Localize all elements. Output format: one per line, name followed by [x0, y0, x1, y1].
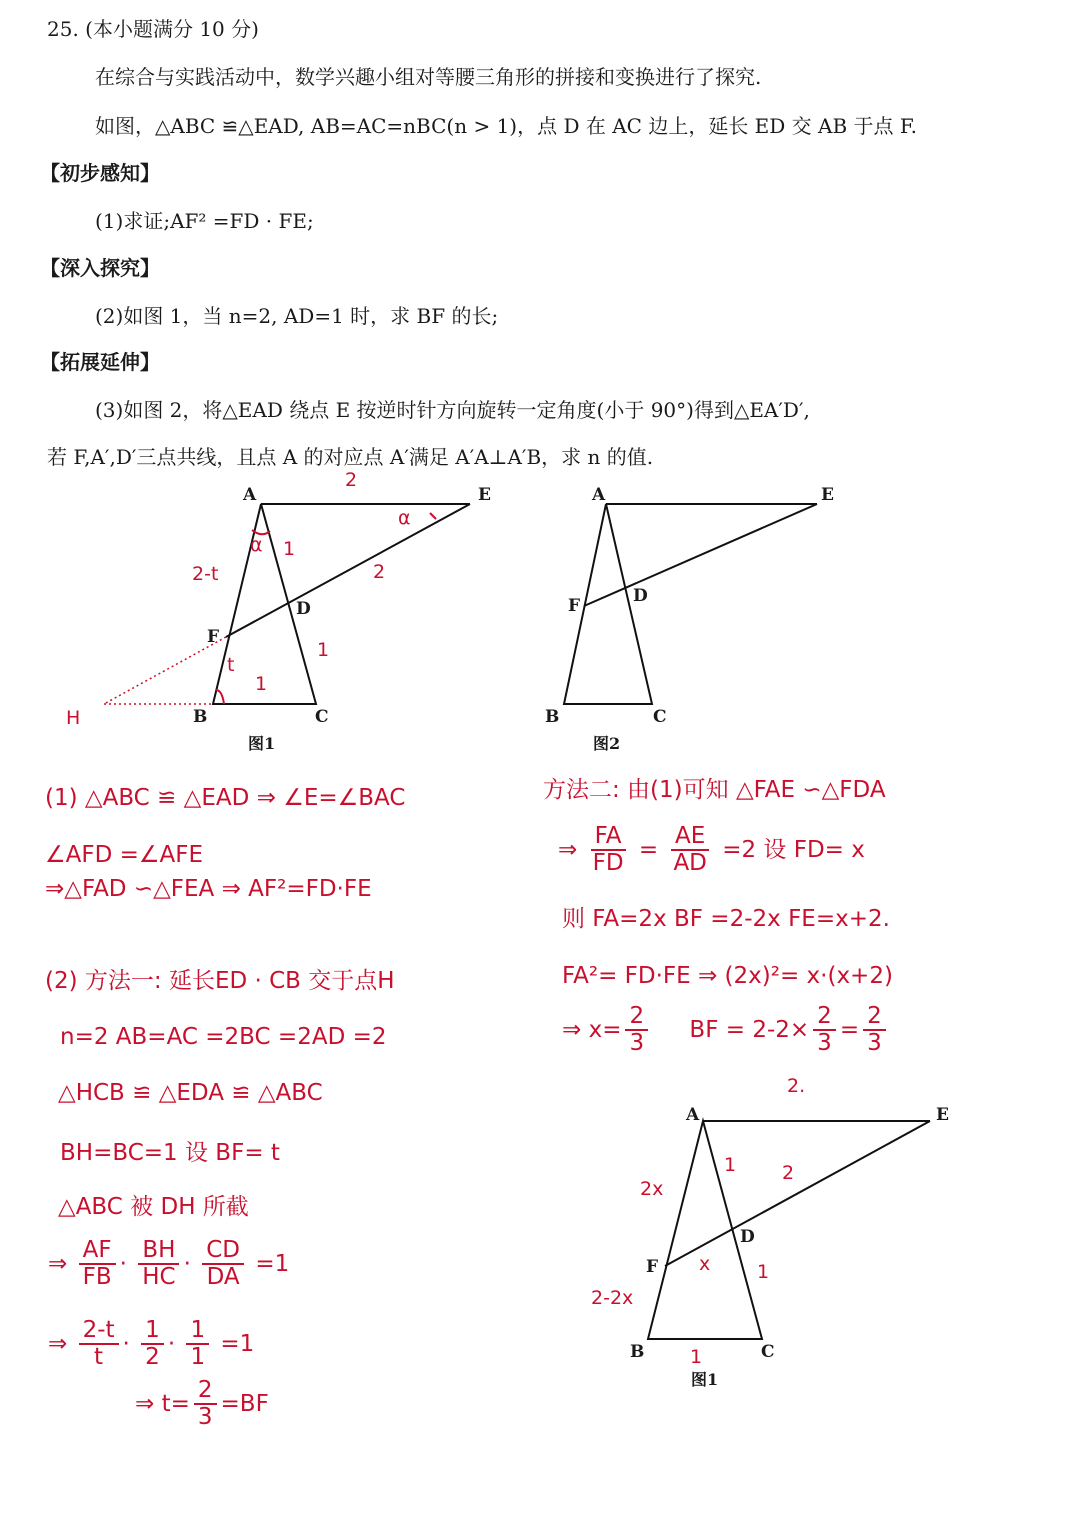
- sol-p2-line-2: n=2 AB=AC =2BC =2AD =2: [60, 1024, 387, 1050]
- menelaus-arrow: ⇒: [48, 1250, 68, 1277]
- menelaus-eq: =1: [255, 1250, 290, 1277]
- sol-p2-line-4: BH=BC=1 设 BF= t: [60, 1140, 280, 1166]
- note-af: 2-t: [192, 563, 219, 585]
- question-2: (2)如图 1，当 n=2, AD=1 时，求 BF 的长;: [95, 304, 499, 328]
- result-line: ⇒ t= $\frac{2}{3}$ =BF: [135, 1377, 269, 1431]
- m2-line-4: FA²= FD·FE ⇒ (2x)²= x·(x+2): [562, 963, 893, 989]
- label-a-3: A: [686, 1105, 700, 1125]
- note3-ad: 1: [724, 1154, 737, 1176]
- m2-line-2: ⇒ $\frac{FA}{FD}$ = $\frac{AE}{AD}$ =2 设 FD= x: [558, 823, 865, 877]
- note-ad: 1: [283, 538, 296, 560]
- label-a: A: [243, 485, 257, 505]
- segment-ef-2: [584, 504, 817, 606]
- note3-fd: x: [699, 1253, 711, 1275]
- fraction-fa-fd: $\frac{FA}{FD}$: [592, 823, 624, 877]
- question-1: (1)求证;AF² =FD · FE;: [95, 209, 314, 233]
- sol-p1-line-3: ⇒△FAD ∽△FEA ⇒ AF²=FD·FE: [45, 876, 372, 902]
- sol-p1-line-2: ∠AFD =∠AFE: [45, 842, 203, 868]
- label-e-3: E: [936, 1105, 949, 1125]
- fraction-af-fb: $\frac{AF}{FB}$: [79, 1238, 116, 1291]
- note-alpha-a: α: [250, 534, 263, 556]
- label-c-2: C: [653, 707, 667, 727]
- label-h: H: [66, 707, 81, 729]
- angle-mark-e: [430, 513, 436, 519]
- note3-de: 2: [782, 1162, 795, 1184]
- dotted-fh: [104, 637, 226, 704]
- fraction-1-1: $\frac{1}{1}$: [186, 1318, 209, 1371]
- subst-arrow: ⇒: [48, 1330, 68, 1357]
- section-title-3: 【拓展延伸】: [40, 350, 160, 374]
- note3-dc: 1: [757, 1261, 770, 1283]
- label-d-3: D: [740, 1227, 755, 1247]
- caption-fig3: 图1: [691, 1370, 719, 1389]
- menelaus-equation: ⇒ $\frac{AF}{FB}$ · $\frac{BH}{HC}$ · $\frac{CD}{DA}$ =1: [48, 1237, 290, 1291]
- segment-ef-3: [665, 1121, 930, 1266]
- sol-p2-line-1: (2) 方法一: 延长ED · CB 交于点H: [45, 968, 395, 994]
- label-f-2: F: [568, 596, 581, 616]
- fraction-two-thirds-b: $\frac{2}{3}$: [863, 1004, 886, 1057]
- sol-p1-line-1: (1) △ABC ≌ △EAD ⇒ ∠E=∠BAC: [45, 785, 406, 811]
- sol-p2-line-5: △ABC 被 DH 所截: [58, 1194, 249, 1220]
- caption-fig1: 图1: [248, 734, 276, 753]
- figure-1: [66, 469, 491, 753]
- caption-fig2: 图2: [593, 734, 621, 753]
- fraction-two-thirds-a: $\frac{2}{3}$: [813, 1004, 836, 1057]
- note3-af: 2x: [640, 1178, 664, 1200]
- subst-eq: =1: [220, 1330, 255, 1357]
- question-3: (3)如图 2，将△EAD 绕点 E 按逆时针方向旋转一定角度(小于 90°)得到△EA′D′,: [95, 398, 810, 422]
- fraction-x: $\frac{2}{3}$: [625, 1004, 648, 1057]
- note3-ae: 2.: [787, 1075, 806, 1097]
- question-3-continued: 若 F,A′,D′三点共线，且点 A 的对应点 A′满足 A′A⊥A′B，求 n 的值.: [47, 445, 654, 469]
- figure-2: [545, 485, 834, 753]
- fraction-cd-da: $\frac{CD}{DA}$: [202, 1238, 244, 1291]
- problem-line-1: 在综合与实践活动中，数学兴趣小组对等腰三角形的拼接和变换进行了探究.: [95, 65, 762, 89]
- label-e: E: [478, 485, 491, 505]
- fraction-ae-ad: $\frac{AE}{AD}$: [669, 824, 710, 877]
- m2-line-3: 则 FA=2x BF =2-2x FE=x+2.: [562, 906, 890, 932]
- note-de: 2: [373, 561, 386, 583]
- sol-p2-line-3: △HCB ≌ △EDA ≌ △ABC: [58, 1080, 323, 1106]
- fraction-1-2: $\frac{1}{2}$: [141, 1318, 164, 1371]
- label-b: B: [193, 707, 208, 727]
- label-d: D: [296, 599, 311, 619]
- angle-mark-b: [216, 690, 224, 704]
- figure-3: [591, 1075, 949, 1389]
- fraction-2t-t: $\frac{2-t}{t}$: [79, 1318, 119, 1371]
- label-e-2: E: [821, 485, 834, 505]
- note-fb: t: [227, 654, 235, 676]
- note3-fb: 2-2x: [591, 1287, 634, 1309]
- label-f-3: F: [646, 1257, 659, 1277]
- label-b-2: B: [545, 707, 560, 727]
- label-d-2: D: [633, 586, 648, 606]
- label-b-3: B: [630, 1342, 645, 1362]
- segment-ef: [226, 504, 470, 637]
- fraction-bh-hc: $\frac{BH}{HC}$: [138, 1238, 179, 1291]
- problem-line-2: 如图，△ABC ≌△EAD, AB=AC=nBC(n > 1)，点 D 在 AC 边上，延长 ED 交 AB 于点 F.: [95, 114, 918, 138]
- note-bc: 1: [255, 673, 268, 695]
- substituted-equation: ⇒ $\frac{2-t}{t}$ · $\frac{1}{2}$ · $\frac{1}{1}$ =1: [48, 1317, 255, 1371]
- note-ae: 2: [345, 469, 358, 491]
- m2-line-5: ⇒ x= $\frac{2}{3}$ BF = 2-2× $\frac{2}{3}$ = $\frac{2}{3}$: [562, 1004, 890, 1057]
- note3-bc: 1: [690, 1346, 703, 1368]
- label-f: F: [207, 627, 220, 647]
- label-c-3: C: [761, 1342, 775, 1362]
- label-c: C: [315, 707, 329, 727]
- section-title-2: 【深入探究】: [40, 256, 160, 280]
- note-dc: 1: [317, 639, 330, 661]
- note-alpha-e: α: [398, 507, 411, 529]
- label-a-2: A: [592, 485, 606, 505]
- m2-line-1: 方法二: 由(1)可知 △FAE ∽△FDA: [543, 777, 886, 803]
- problem-header: 25. (本小题满分 10 分): [47, 17, 259, 41]
- fraction-result: $\frac{2}{3}$: [194, 1378, 217, 1431]
- section-title-1: 【初步感知】: [40, 161, 160, 185]
